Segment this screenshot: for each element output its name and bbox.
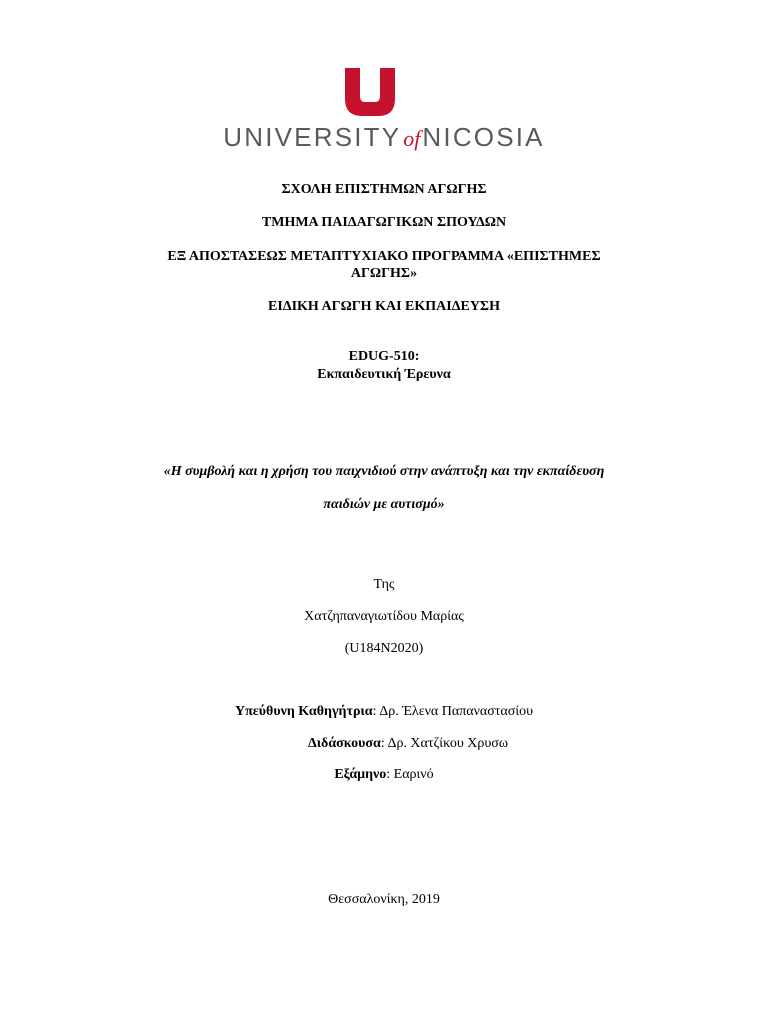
program-name-line1: ΕΞ ΑΠΟΣΤΑΣΕΩΣ ΜΕΤΑΠΤΥΧΙΑΚΟ ΠΡΟΓΡΑΜΜΑ «ΕΠΙΣΤΗΜΕΣ bbox=[167, 249, 601, 264]
university-wordmark bbox=[0, 122, 768, 156]
school-name: ΣΧΟΛΗ ΕΠΙΣΤΗΜΩΝ ΑΓΩΓΗΣ bbox=[281, 182, 487, 197]
supervisor-line bbox=[0, 704, 768, 720]
student-id: (U184N2020) bbox=[344, 641, 424, 656]
wordmark-university: UNIVERSITY bbox=[223, 122, 402, 152]
instructor-label: Διδάσκουσα bbox=[307, 736, 381, 751]
supervisor-value: : Δρ. Έλενα Παπαναστασίου bbox=[372, 704, 534, 719]
department-name: ΤΜΗΜΑ ΠΑΙΔΑΓΩΓΙΚΩΝ ΣΠΟΥΔΩΝ bbox=[261, 215, 507, 230]
program-name-line2: ΑΓΩΓΗΣ» bbox=[350, 266, 418, 281]
wordmark-of: of bbox=[403, 126, 421, 151]
wordmark-nicosia: NICOSIA bbox=[422, 122, 545, 152]
course-code: EDUG-510: bbox=[348, 349, 420, 364]
semester-line bbox=[0, 767, 768, 783]
course-name: Εκπαιδευτική Έρευνα bbox=[317, 367, 451, 382]
thesis-title-line1: «Η συμβολή και η χρήση του παιχνιδιού στην ανάπτυξη και την εκπαίδευση bbox=[163, 464, 605, 479]
thesis-title-line2: παιδιών με αυτισμό» bbox=[323, 497, 445, 512]
supervisor-label: Υπεύθυνη Καθηγήτρια bbox=[234, 704, 373, 719]
university-emblem-icon bbox=[345, 68, 395, 116]
author-prefix: Της bbox=[373, 577, 395, 592]
university-logo bbox=[0, 68, 768, 158]
specialization: ΕΙΔΙΚΗ ΑΓΩΓΗ ΚΑΙ ΕΚΠΑΙΔΕΥΣΗ bbox=[268, 299, 500, 314]
place-and-date: Θεσσαλονίκη, 2019 bbox=[328, 892, 440, 907]
instructor-value: : Δρ. Χατζίκου Χρυσω bbox=[380, 736, 509, 751]
author-name: Χατζηπαναγιωτίδου Μαρίας bbox=[304, 609, 464, 624]
semester-value: : Εαρινό bbox=[386, 767, 434, 782]
instructor-line bbox=[0, 736, 768, 752]
semester-label: Εξάμηνο bbox=[334, 767, 387, 782]
